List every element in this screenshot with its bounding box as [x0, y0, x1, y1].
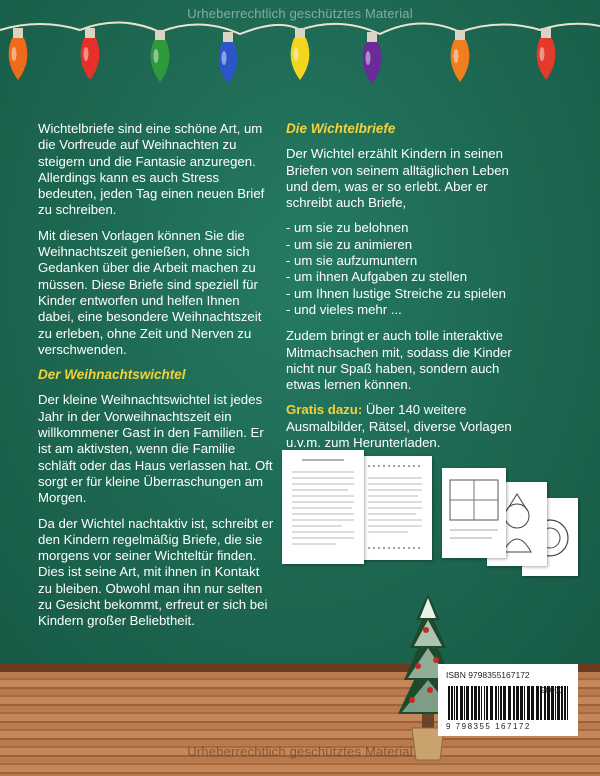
light-bulb-icon	[363, 32, 382, 84]
barcode-digits: 9 798355 167172	[446, 722, 531, 731]
christmas-lights-string	[0, 0, 600, 110]
list-item: - um sie aufzumuntern	[286, 253, 418, 269]
intro-paragraph: Wichtelbriefe sind eine schöne Art, um die Vorfreude auf Weihnachten zu steigern und die Fantasie anzuregen. Allerdings kann es auch Stress bedeuten, jeden Tag einen neuen Brief zu schreiben.	[38, 121, 265, 218]
wichtelbriefe-heading: Die Wichtelbriefe	[286, 121, 396, 136]
letter-text-lines	[358, 456, 432, 560]
light-bulb-icon	[9, 28, 28, 80]
gratis-text: Über 140 weitere Ausmalbilder, Rätsel, diverse Vorlagen u.v.m. zum Herunterladen.	[286, 402, 512, 451]
light-bulb-icon	[291, 28, 310, 80]
letters-intro-paragraph: Der Wichtel erzählt Kindern in seinen Briefen von seinem alltäglichen Leben und dem, was er so erlebt. Aber er schreibt auch Briefe,	[286, 146, 509, 211]
light-bulb-icon	[537, 28, 556, 80]
letter-text-lines	[282, 450, 364, 564]
gratis-paragraph	[286, 402, 522, 451]
list-item: - um ihnen Aufgaben zu stellen	[286, 269, 468, 285]
sample-page-letter-1	[282, 450, 364, 564]
wichtel-letters-paragraph: Da der Wichtel nachtaktiv ist, schreibt er den Kindern regelmäßig Briefe, die sie morgens vor seiner Wichteltür finden. Dies ist seine Art, mit ihnen in Kontakt zu bleiben. Obwohl man ihn nur selten zu Gesicht bekommt, erfreut er sich bei Kindern großer Beliebtheit.	[38, 515, 274, 629]
templates-paragraph: Mit diesen Vorlagen können Sie die Weihnachtszeit genießen, ohne sich Gedanken über die Arbeit machen zu müssen. Diese Briefe sind speziell für Kinder entworfen und helfen Ihnen dabei, eine besondere Weihnachtszeit zu erleben, ohne Zeit und Nerven zu verschwenden.	[38, 227, 262, 357]
gratis-label: Gratis dazu:	[286, 402, 363, 418]
sample-pages-preview	[282, 450, 582, 580]
weihnachtswichtel-heading: Der Weihnachtswichtel	[38, 367, 186, 383]
light-bulb-icon	[219, 32, 238, 84]
sample-page-puzzle	[442, 468, 506, 558]
list-item: - um sie zu animieren	[286, 236, 413, 252]
reasons-list	[286, 220, 522, 318]
list-item: - um Ihnen lustige Streiche zu spielen	[286, 285, 506, 301]
watermark-top: Urheberrechtlich geschütztes Material	[187, 6, 413, 21]
light-bulb-icon	[451, 30, 470, 82]
interactive-paragraph: Zudem bringt er auch tolle interaktive Mitmachsachen mit, sodass die Kinder nicht nur Spaß haben, sondern auch etwas lernen können.	[286, 328, 512, 393]
wichtel-guest-paragraph: Der kleine Weihnachtswichtel ist jedes Jahr in der Vorweihnachtszeit ein willkommener Gast in den Familien. Er ist am aktivsten, wenn die Familie schläft oder das Haus verlassen hat. Oft sorgt er für kleine Überraschungen am Morgen.	[38, 392, 273, 506]
light-bulb-icon	[81, 28, 100, 80]
light-bulb-icon	[151, 30, 170, 82]
puzzle-drawing-icon	[442, 468, 506, 558]
isbn-number: ISBN 9798355167172	[446, 670, 530, 680]
right-text-column	[286, 121, 522, 460]
list-item: - und vieles mehr ...	[286, 301, 402, 317]
sample-page-letter-2	[358, 456, 432, 560]
watermark-bottom: Urheberrechtlich geschütztes Material	[187, 744, 413, 759]
price-code: 90000	[541, 686, 564, 695]
left-text-column	[38, 121, 274, 639]
list-item: - um sie zu belohnen	[286, 220, 409, 236]
